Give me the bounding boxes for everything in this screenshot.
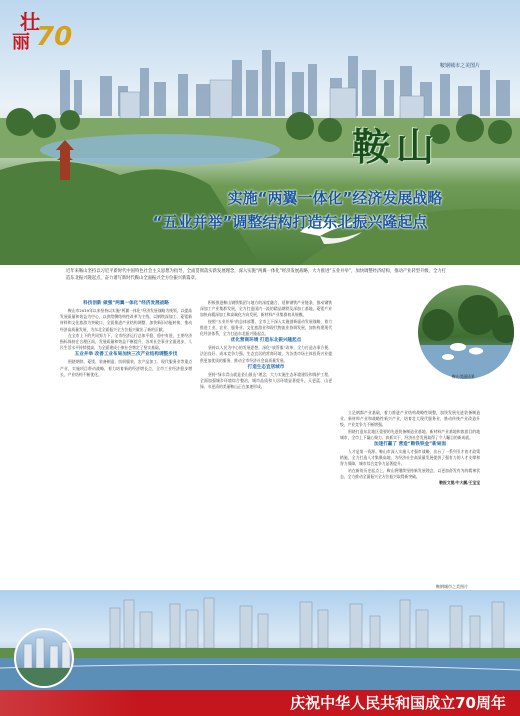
anniversary-logo [8,6,78,58]
city-calligraphy-title: 鞍山 [352,124,441,169]
article-column-1 [60,300,192,600]
paragraph: 在全市上下的共同努力下，全市经济运行总体平稳、稳中有进，主要经济指标保持在合理区间，发展质量和效益不断提升，各项社会事业全面进步，人民生活水平持续提高，为全面建成小康社会奠定了坚实基础。 [60,332,192,351]
paragraph: 人才是第一资源。鞍山市深入实施人才强市战略，出台了一系列引才育才政策措施，全力打造人才集聚高地，为经济社会高质量发展提供了强有力的人才支撑和智力保障，城市综合竞争力显著提升。 [340,449,480,467]
paragraph: 坚持“绿水青山就是金山银山”理念，大力实施生态环境建设和保护工程，全面加强城乡环境综合整治，城市品质和人居环境显著提升，天更蓝、山更绿、水更清的美丽鞍山正在加速形成。 [200,371,332,390]
logo-char-1: 壮 [20,10,40,34]
subheading-5: 加速打赢了 营造“鞍铁铁金”新局面 [374,442,446,448]
hero-photo-credit: 鞍钢城市之美图片 [440,63,481,69]
paragraph: 围绕打造东北地区重要的先进装备制造业基地、新材料产业基地和旅游目的地城市，全市上下凝心聚力、真抓实干，经济社会发展取得了令人瞩目的新成就。 [340,428,480,440]
subheading-2: 五业并举 改善工业布局加快三次产业结构调整步伐 [74,352,178,358]
subheading-3: 优化营商环境 打造东北振兴隆起点 [230,338,302,344]
hero-banner [0,0,520,265]
paragraph: 坚持以人民为中心的发展思想，深化“放管服”改革，全力打造办事方便、法治良好、成本竞争力强、生态宜居的营商环境，为各类市场主体投资兴业提供更加优质的服务，推动全市经济社会高质量发展。 [200,345,332,363]
footer-slogan: 庆祝中华人民共和国成立70周年 [290,694,506,712]
subheading-1: 科技创新 做强“两翼一体化”经济发展战略 [83,301,169,306]
article-column-2 [200,300,332,600]
paragraph: 立足钢都产业基础，着力推进产业结构战略性调整，加快发展先进装备制造业、新材料产业和战略性新兴产业，培育壮大现代服务业，推动传统产业改造升级，产业竞争力不断增强。 [340,410,480,428]
article-column-3 [340,410,480,600]
paragraph: 积极推进鞍山钢铁集团与地方的深度融合，延伸钢铁产业链条，推动钢铁深加工产业集群发展，全力打造国内一流的精品钢铁及深加工基地。菱镁产业加快向精深加工和高端化方向发展，新材料产业集群初具规模。 [200,300,332,318]
bottom-photo-caption: 鞍钢城市之美图片 [436,584,468,589]
paragraph: 围绕钢铁、菱镁、装备制造、纺织服装、农产品加工、现代服务业等重点产业，实施项目带动战略，着力培育新的经济增长点，全市工业经济稳步增长，产业结构不断优化。 [60,359,192,377]
heron-illustration [418,285,516,381]
intro-paragraph: 近年来鞍山坚持以习近平新时代中国特色社会主义思想为指导，全面贯彻落实新发展理念，深入实施“两翼一体化”经济发展战略，大力推进“五业并举”，加快调整经济结构，推动产业转型升级，全力打造东北振兴隆起点，奋力谱写新时代鞍山全面振兴全方位振兴新篇章。 [66,269,446,281]
paragraph: 鞍山市2019年以来坚持以实施“两翼一体化”经济发展战略为统领，以提高发展质量和效益为中心，以供给侧结构性改革为主线，以钢铁深加工、菱镁新材料和文化旅游为突破口，全面推进产业结构调整，加快新旧动能转换，推动经济高质量发展，为东北全面振兴全方位振兴做出了新的贡献。 [60,308,192,332]
paragraph: 按照“五业并举”的总体部署，全市上下深入实施创新驱动发展战略，着力推进工业、农业、服务业、文化旅游业和现代物流业协调发展，加快构建现代化经济体系，全力打造东北振兴隆起点。 [200,318,332,337]
heron-photo-caption: 鞍山美丽风景 [452,374,475,379]
logo-char-2: 丽 [12,32,30,53]
subheading-4: 打造生态宜居城市 [247,364,285,370]
main-headline-1: 实施“两翼一体化”经济发展战略 [227,189,443,207]
logo-number: 70 [36,22,73,52]
heron-photo [416,283,516,381]
round-inset-photo [14,628,74,688]
paragraph: 站在新的历史起点上，鞍山将继续坚持新发展理念，以更加奋发有为的精神状态，全力推动全面振兴全方位振兴取得新突破。 [340,467,480,479]
main-headline-2: “五业并举”调整结构打造东北振兴隆起点 [152,213,428,231]
byline: 鞍报文图/牛大鹏/王宝宝 [439,480,480,486]
